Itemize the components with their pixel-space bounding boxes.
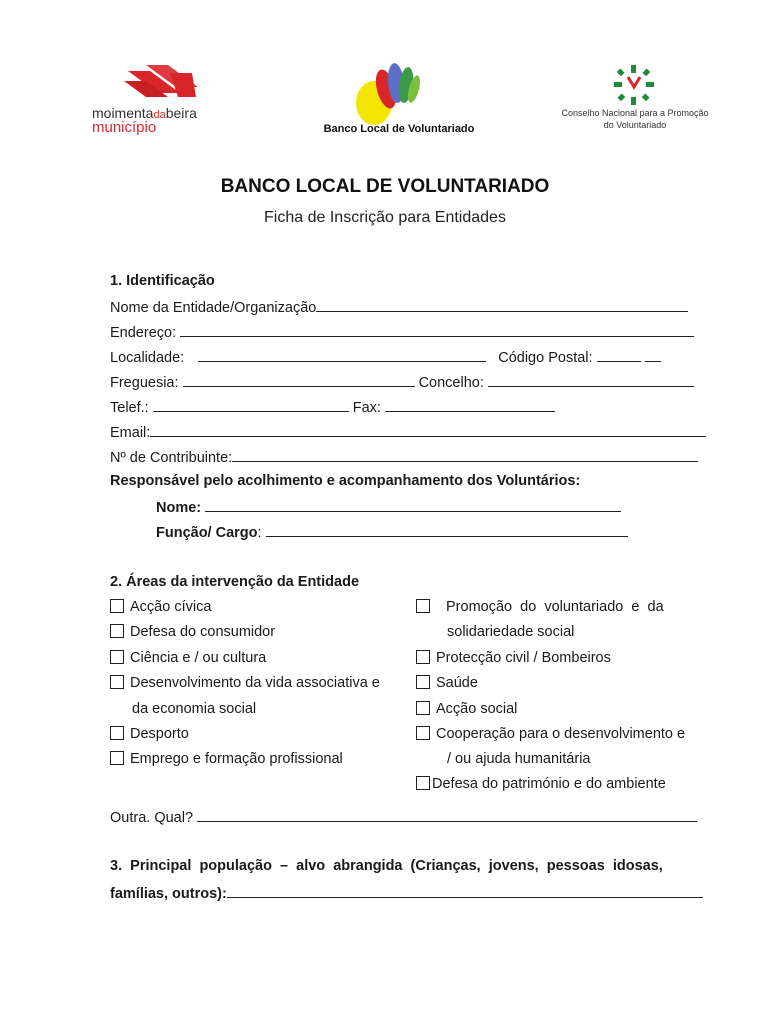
banco-voluntariado-logo <box>316 57 482 127</box>
taxid-label: Nº de Contribuinte: <box>110 450 233 466</box>
option-emprego-formacao <box>110 751 343 767</box>
option-defesa-patrimonio <box>416 776 666 792</box>
parish-label: Freguesia: <box>110 375 179 391</box>
checkbox[interactable] <box>416 726 430 740</box>
option-defesa-consumidor <box>110 624 275 640</box>
section3-heading-continuation: famílias, outros): <box>110 886 227 902</box>
checkbox[interactable] <box>416 599 430 613</box>
phone-label: Telef.: <box>110 400 149 416</box>
county-label: Concelho: <box>418 375 484 391</box>
checkbox[interactable] <box>416 701 430 715</box>
logo-municipio-text: município <box>92 119 157 136</box>
section3-row <box>110 884 703 902</box>
cnpv-text-line2: do Voluntariado <box>603 120 667 130</box>
address-label: Endereço: <box>110 325 177 341</box>
cnpv-text <box>560 107 710 131</box>
locality-row <box>110 348 661 366</box>
checkbox[interactable] <box>110 726 124 740</box>
option-continuation-text: solidariedade social <box>447 624 575 640</box>
logo-da-text: da <box>153 109 166 121</box>
option-saude <box>416 675 478 691</box>
email-label: Email: <box>110 425 151 441</box>
other-label: Outra. Qual? <box>110 810 194 826</box>
checkbox[interactable] <box>110 650 124 664</box>
checkbox[interactable] <box>110 624 124 638</box>
option-label: Ciência e / ou cultura <box>130 650 267 666</box>
fax-field[interactable] <box>385 398 555 412</box>
page-subtitle: Ficha de Inscrição para Entidades <box>264 209 506 226</box>
checkbox[interactable] <box>110 675 124 689</box>
responsible-name-field[interactable] <box>205 498 621 512</box>
option-label: Acção cívica <box>130 599 212 615</box>
option-label: Defesa do património e do ambiente <box>432 776 666 792</box>
entity-name-field[interactable] <box>316 298 688 312</box>
locality-label: Localidade: <box>110 350 185 366</box>
option-accao-social <box>416 701 517 717</box>
parish-field[interactable] <box>183 373 415 387</box>
option-cooperacao <box>416 726 685 742</box>
responsible-role-label: Função/ Cargo <box>156 525 258 541</box>
option-label: Saúde <box>436 675 478 691</box>
section3-heading: 3. Principal população – alvo abrangida (Crianças, jovens, pessoas idosas, <box>110 858 663 874</box>
responsible-role-row <box>156 523 628 541</box>
section2-heading: 2. Áreas da intervenção da Entidade <box>110 574 360 590</box>
option-desenvolvimento-associativo <box>110 675 380 691</box>
phone-field[interactable] <box>153 398 349 412</box>
option-desporto <box>110 726 189 742</box>
responsible-heading: Responsável pelo acolhimento e acompanhamento dos Voluntários: <box>110 473 581 489</box>
option-accao-civica <box>110 599 211 615</box>
option-label: Acção social <box>436 701 518 717</box>
responsible-name-label: Nome: <box>156 500 202 516</box>
checkbox[interactable] <box>416 675 430 689</box>
option-proteccao-civil <box>416 650 611 666</box>
email-field[interactable] <box>150 423 706 437</box>
taxid-field[interactable] <box>232 448 698 462</box>
postal-code-field-2[interactable] <box>645 348 661 362</box>
checkbox[interactable] <box>110 599 124 613</box>
checkbox[interactable] <box>110 751 124 765</box>
option-label: Emprego e formação profissional <box>130 751 343 767</box>
option-promocao-voluntariado <box>416 599 664 615</box>
option-continuation-text: da economia social <box>132 701 257 717</box>
fax-label: Fax: <box>352 400 381 416</box>
option-continuation-text: / ou ajuda humanitária <box>447 751 591 767</box>
other-row <box>110 808 697 826</box>
responsible-role-colon: : <box>257 525 262 541</box>
responsible-role-field[interactable] <box>266 523 628 537</box>
target-population-field[interactable] <box>227 884 703 898</box>
page-title: BANCO LOCAL DE VOLUNTARIADO <box>220 176 550 197</box>
locality-field[interactable] <box>198 348 486 362</box>
section1-heading: 1. Identificação <box>110 273 215 289</box>
entity-name-label: Nome da Entidade/Organização <box>110 300 317 316</box>
logo-header <box>0 55 770 150</box>
phone-row <box>110 398 555 416</box>
cnpv-text-line1: Conselho Nacional para a Promoção <box>561 108 709 118</box>
option-label: Desenvolvimento da vida associativa e <box>130 675 380 691</box>
logo-moimenta-text: moimenta <box>92 105 154 121</box>
postal-code-field-1[interactable] <box>597 348 641 362</box>
option-ciencia-cultura <box>110 650 266 666</box>
option-label: Desporto <box>130 726 189 742</box>
responsible-name-row <box>156 498 621 516</box>
entity-name-row <box>110 298 688 316</box>
logo-beira-text: beira <box>165 105 197 121</box>
address-field[interactable] <box>180 323 694 337</box>
other-field[interactable] <box>197 808 697 822</box>
postal-code-label: Código Postal: <box>498 350 593 366</box>
county-field[interactable] <box>488 373 694 387</box>
checkbox[interactable] <box>416 776 430 790</box>
taxid-row <box>110 448 698 466</box>
banco-logo-caption: Banco Local de Voluntariado <box>323 123 475 135</box>
address-row <box>110 323 694 341</box>
option-label: Cooperação para o desenvolvimento e <box>436 726 686 742</box>
option-label: Promoção do voluntariado e da <box>446 599 664 615</box>
option-label: Protecção civil / Bombeiros <box>436 650 611 666</box>
cnpv-logo <box>612 63 656 107</box>
option-label: Defesa do consumidor <box>130 624 276 640</box>
email-row <box>110 423 706 441</box>
checkbox[interactable] <box>416 650 430 664</box>
parish-row <box>110 373 694 391</box>
